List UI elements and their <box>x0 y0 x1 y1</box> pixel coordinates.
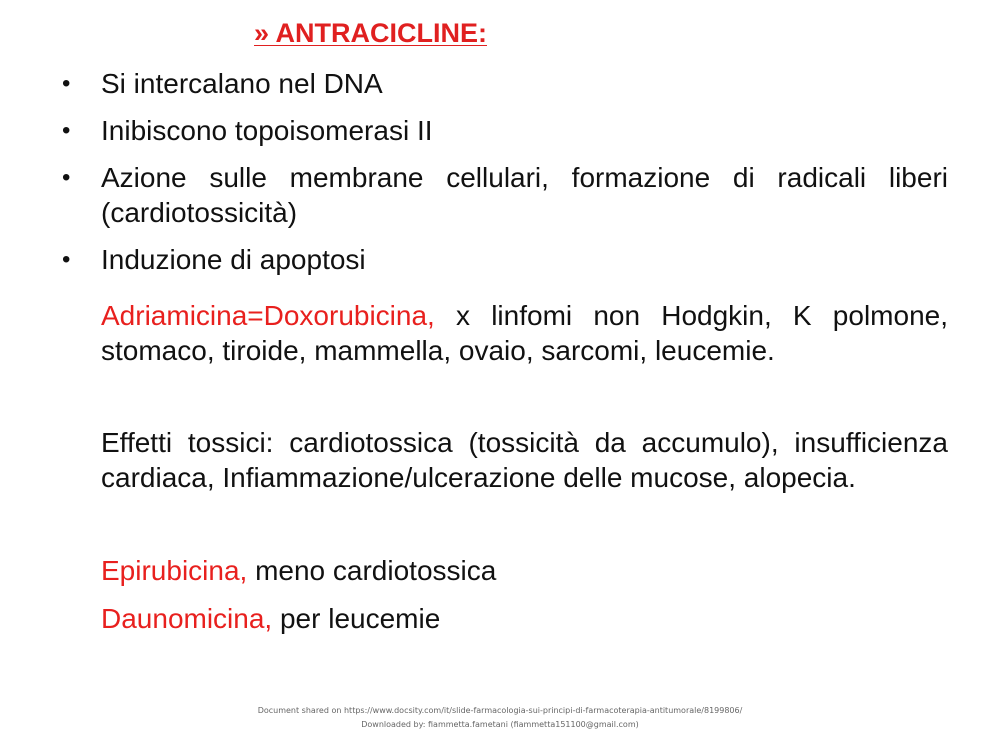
paragraph-doxorubicina <box>101 298 948 368</box>
slide-title: » ANTRACICLINE: <box>254 18 487 48</box>
bullet-dot-icon: • <box>62 246 71 273</box>
paragraph-epirubicina <box>101 553 948 588</box>
paragraph-daunomicina <box>101 601 948 636</box>
bullet-dot-icon: • <box>62 117 71 144</box>
paragraph-text: meno cardiotossica <box>247 555 497 586</box>
paragraph-text: per leucemie <box>272 603 441 634</box>
paragraph-effetti-tossici: Effetti tossici: cardiotossica (tossicità da accumulo), insufficienza cardiaca, Infiammazione/ulcerazione delle mucose, alopecia. <box>101 427 948 493</box>
bullet-text: Azione sulle membrane cellulari, formazione di radicali liberi (cardiotossicità) <box>101 162 948 228</box>
bullet-dot-icon: • <box>62 70 71 97</box>
drug-name-red: Epirubicina, <box>101 555 248 586</box>
drug-name-red: Daunomicina, <box>101 603 273 634</box>
bullet-text: Si intercalano nel DNA <box>101 68 383 99</box>
paragraph-text: x linfomi non Hodgkin, K polmone, stomaco, tiroide, mammella, ovaio, sarcomi, leucemie. <box>101 300 948 366</box>
bullet-text: Inibiscono topoisomerasi II <box>101 115 433 146</box>
bullet-item <box>62 160 948 230</box>
bullet-text: Induzione di apoptosi <box>101 244 366 275</box>
drug-name-red: Adriamicina=Doxorubicina, <box>101 300 435 331</box>
footer-downloaded-by: Downloaded by: fiammetta.fametani (fiammetta151100@gmail.com) <box>361 720 639 729</box>
bullet-item <box>62 66 948 101</box>
footer-shared-link: Document shared on https://www.docsity.com/it/slide-farmacologia-sui-principi-di-farmacoterapia-antitumorale/8199806/ <box>257 706 743 715</box>
bullet-item <box>62 113 948 148</box>
bullet-item <box>62 242 948 277</box>
bullet-dot-icon: • <box>62 164 71 191</box>
bullet-list <box>62 66 948 289</box>
